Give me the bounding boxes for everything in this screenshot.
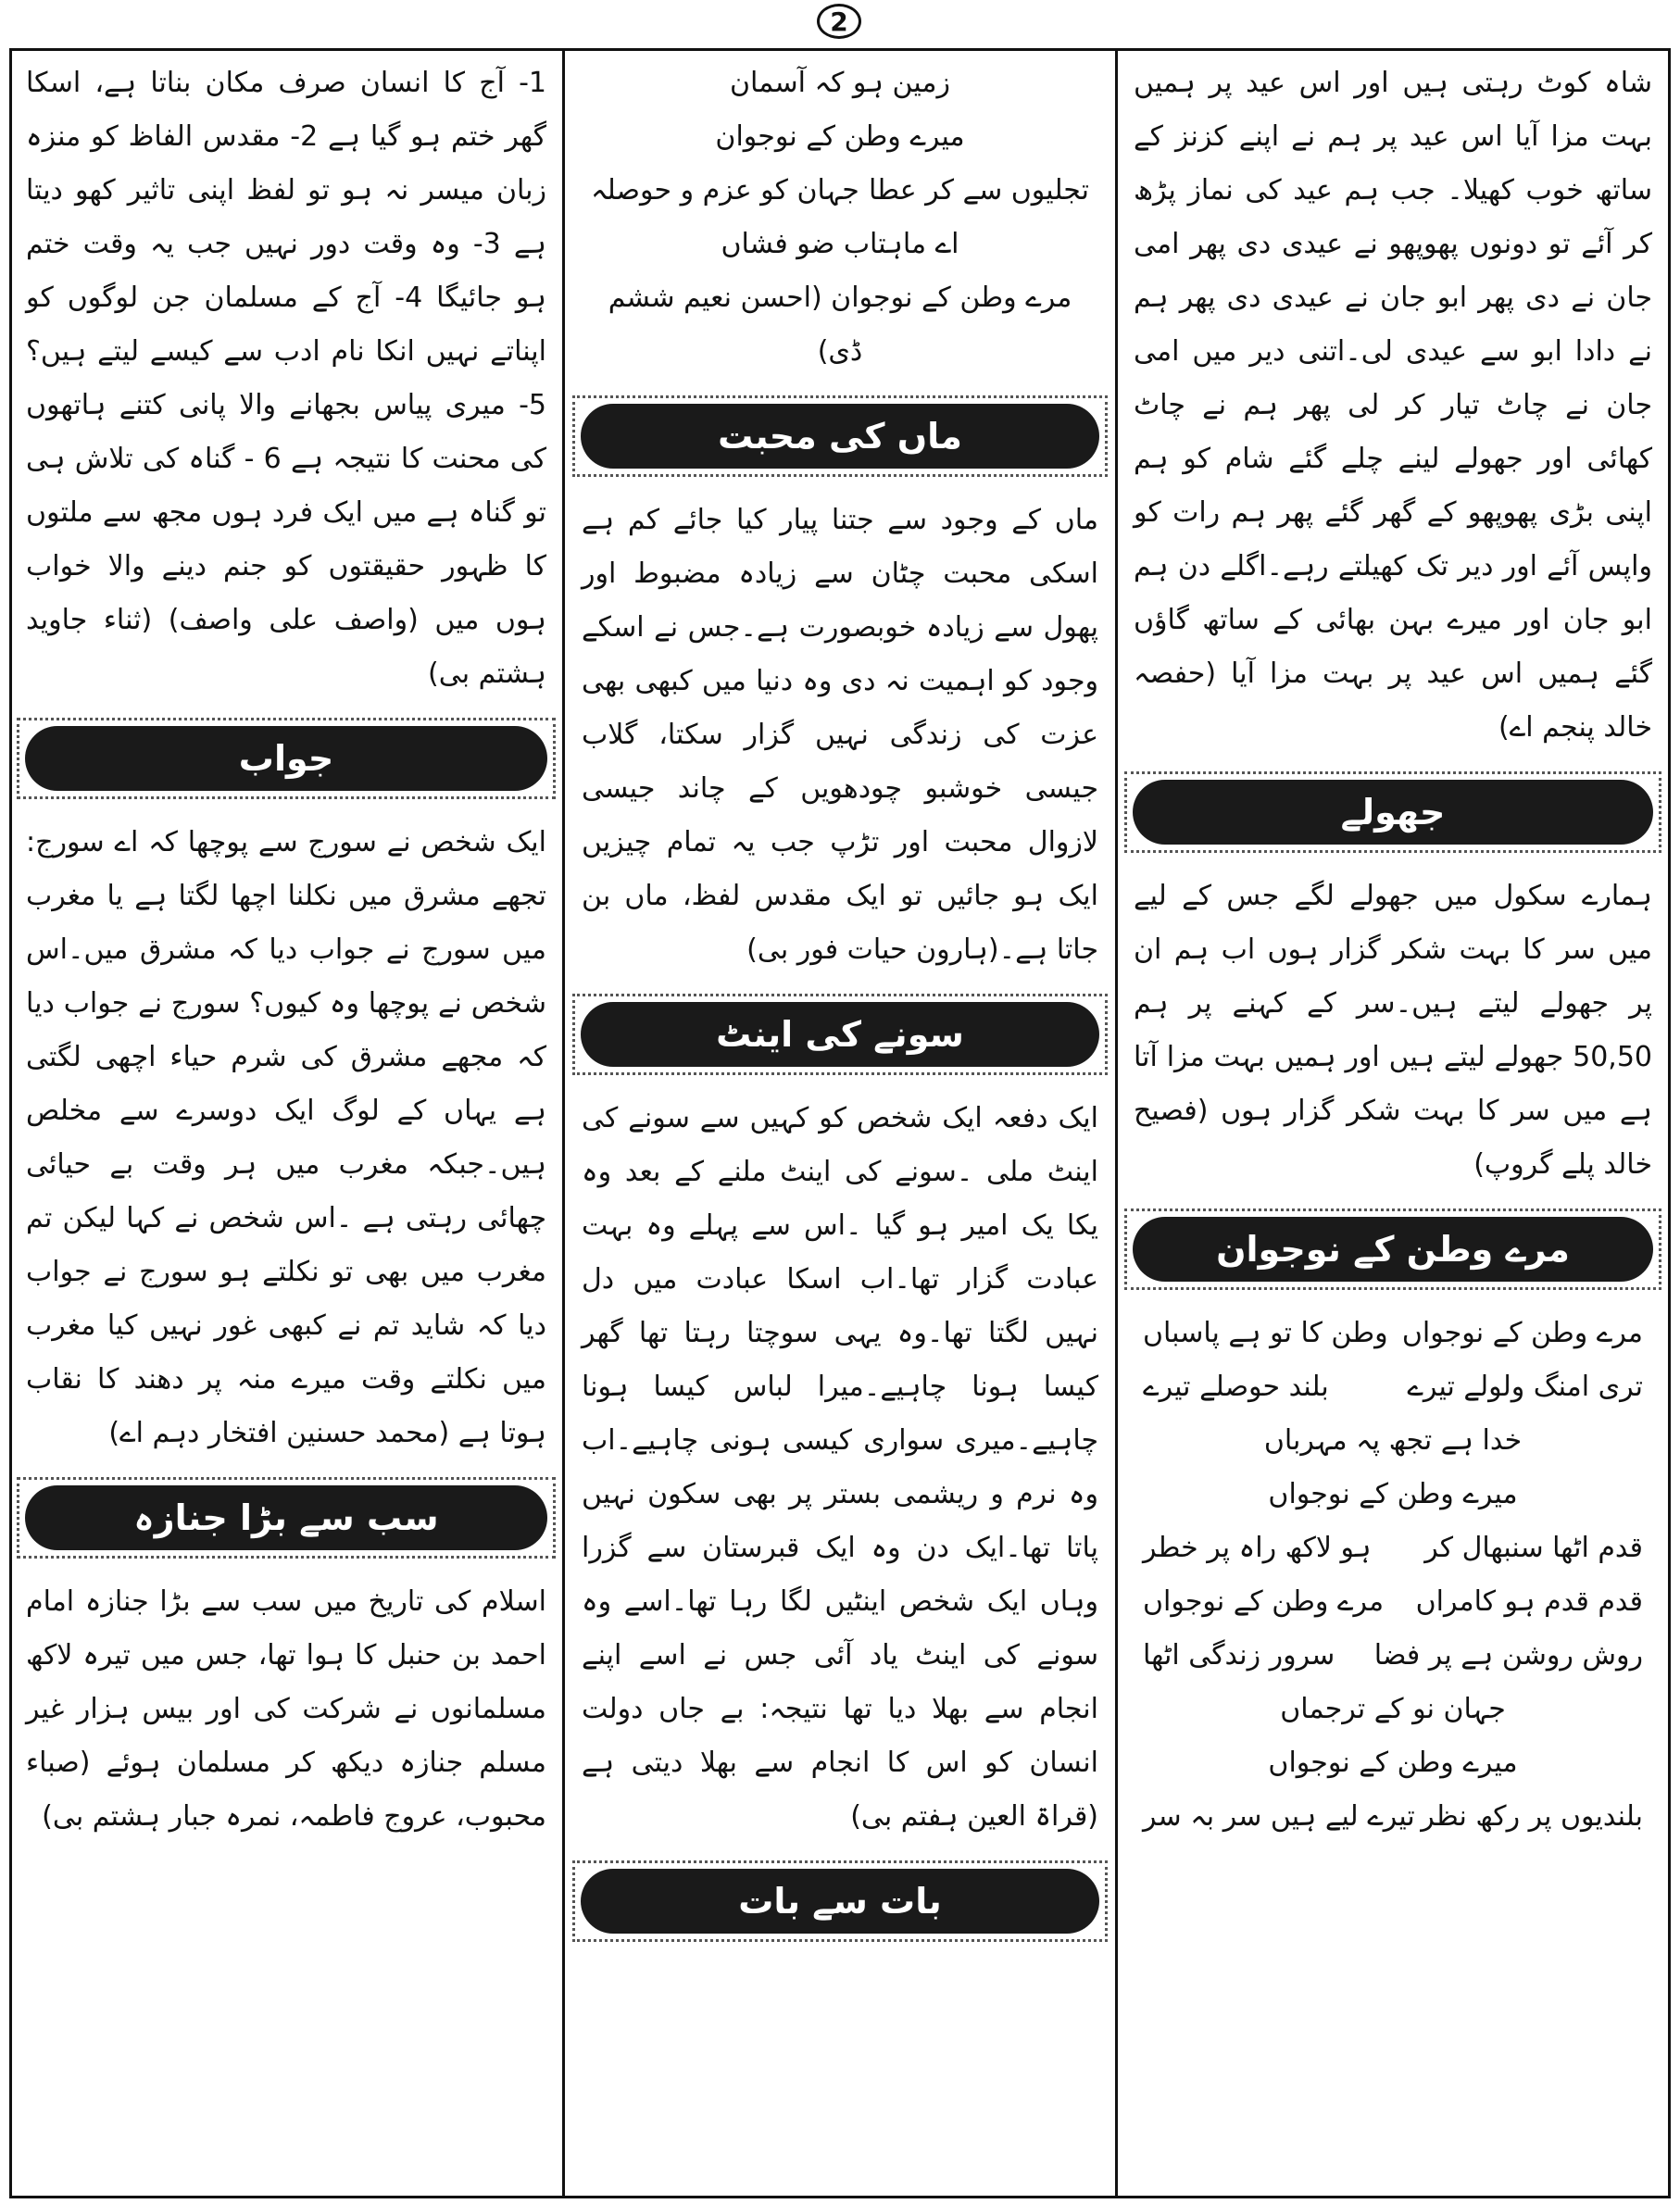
- poem-line: تجلیوں سے کر عطا جہان کو عزم و حوصلہ: [591, 174, 1089, 207]
- poem-line: خدا ہے تجھ پہ مہرباں: [1263, 1424, 1523, 1457]
- mothers-love-text: ماں کے وجود سے جتنا پیار کیا جائے کم ہے اسکی محبت چٹان سے زیادہ مضبوط اور پھول سے زیادہ خوبصورت ہے۔جس نے اسکے وجود کو اہمیت نہ دی وہ دنیا میں کبھی بھی عزت کی زندگی نہیں گزار سکتا، گلاب جیسی خوشبو چودھویں کے چاند جیسی لازوال محبت اور تڑپ جب یہ تمام چیزیں ایک ہو جائیں تو ایک مقدس لفظ، ماں بن جاتا ہے۔(ہارون حیات فور بی): [582, 504, 1098, 966]
- answer-text: ایک شخص نے سورج سے پوچھا کہ اے سورج: تجھے مشرق میں نکلنا اچھا لگتا ہے یا مغرب میں سورج نے جواب دیا کہ مشرق میں۔اس شخص نے پوچھا وہ کیوں؟ سورج نے جواب دیا کہ مجھے مشرق کی شرم حیاء اچھی لگتی ہے یہاں کے لوگ ایک دوسرے سے مخلص ہیں۔جبکہ مغرب میں ہر وقت بے حیائی چھائی رہتی ہے ۔اس شخص نے کہا لیکن تم مغرب میں بھی تو نکلتے ہو سورج نے جواب دیا کہ شاید تم نے کبھی غور نہیں کیا مغرب میں نکلتے وقت میرے منہ پر دھند کا نقاب ہوتا ہے (محمد حسنین افتخار دہم اے): [26, 826, 546, 1449]
- column-left: [11, 51, 561, 2196]
- section-heading-youth: مرے وطن کے نوجوان: [1133, 1217, 1653, 1282]
- poem-line: روش روشن ہے پر فضا سرور زندگی اٹھا: [1143, 1639, 1643, 1672]
- poem-line: بلندیوں پر رکھ نظر تیرے لیے ہیں سر بہ سر: [1143, 1800, 1643, 1833]
- heading-box: [1124, 771, 1661, 853]
- column-right: [1119, 51, 1667, 2196]
- poem-line: زمین ہو کہ آسمان: [730, 67, 950, 99]
- poem-line: قدم قدم ہو کامراں مرے وطن کے نوجواں: [1143, 1585, 1643, 1618]
- poem-line: تری امنگ ولولے تیرے بلند حوصلے تیرے: [1143, 1371, 1643, 1403]
- poem-line: جہان نو کے ترجماں: [1280, 1693, 1506, 1725]
- poem-line: میرے وطن کے نوجواں: [1268, 1478, 1518, 1510]
- heading-box: [572, 1860, 1108, 1942]
- sayings-text: 1- آج کا انسان صرف مکان بناتا ہے، اسکا گھر ختم ہو گیا ہے 2- مقدس الفاظ کو منزہ زبان میسر نہ ہو تو لفظ اپنی تاثیر کھو دیتا ہے 3- وہ وقت دور نہیں جب یہ وقت ختم ہو جائیگا 4- آج کے مسلمان جن لوگوں کو اپناتے نہیں انکا نام ادب سے کیسے لیتے ہیں؟ 5- میری پیاس بجھانے والا پانی کتنے ہاتھوں کی محنت کا نتیجہ ہے 6 - گناہ کی تلاش ہی تو گناہ ہے میں ایک فرد ہوں مجھ سے ملتوں کا ظہور حقیقتوں کو جنم دینے والا خواب ہوں میں (واصف علی واصف) (ثناء جاوید ہشتم بی): [26, 67, 546, 690]
- section-heading-largest-funeral: سب سے بڑا جنازہ: [25, 1485, 547, 1550]
- poem-line: قدم اٹھا سنبھال کر ہو لاکھ راہ پر خطر: [1143, 1532, 1643, 1564]
- poem-line: مرے وطن کے نوجواں وطن کا تو ہے پاسباں: [1143, 1317, 1643, 1349]
- column-middle: [567, 51, 1113, 2196]
- poem-line: میرے وطن کے نوجوان: [715, 120, 965, 153]
- heading-box: [17, 718, 556, 799]
- page-number: 2: [817, 4, 861, 39]
- section-heading-gold-brick: سونے کی اینٹ: [581, 1002, 1099, 1067]
- youth-poem: [1119, 1307, 1667, 1844]
- poem-line: اے ماہتاب ضو فشاں: [721, 228, 959, 260]
- column-divider: [1115, 51, 1118, 2196]
- middle-poem: [567, 51, 1113, 379]
- heading-box: [572, 994, 1108, 1075]
- gold-brick-text: ایک دفعہ ایک شخص کو کہیں سے سونے کی اینٹ ملی ۔سونے کی اینٹ ملنے کے بعد وہ یکا یک امیر ہو گیا ۔اس سے پہلے وہ بہت عبادت گزار تھا۔اب اسکا عبادت میں دل نہیں لگتا تھا۔وہ یہی سوچتا رہتا تھا گھر کیسا ہونا چاہیے۔میرا لباس کیسا ہونا چاہیے۔میری سواری کیسی ہونی چاہیے۔اب وہ نرم و ریشمی بستر پر بھی سکون نہیں پاتا تھا۔ایک دن وہ ایک قبرستان سے گزرا وہاں ایک شخص اینٹیں لگا رہا تھا۔اسے وہ سونے کی اینٹ یاد آئی جس نے اسے اپنے انجام سے بھلا دیا تھا نتیجہ: بے جاں دولت انسان کو اس کا انجام سے بھلا دیتی ہے (قراۃ العین ہفتم بی): [582, 1102, 1098, 1833]
- heading-box: [572, 395, 1108, 477]
- section-heading-answer: جواب: [25, 726, 547, 791]
- eid-story-text: شاہ کوٹ رہتی ہیں اور اس عید پر ہمیں بہت مزا آیا اس عید پر ہم نے اپنے کزنز کے ساتھ خوب کھیلا۔ جب ہم عید کی نماز پڑھ کر آئے تو دونوں پھوپھو نے عیدی دی پھر امی جان نے دی پھر ابو جان نے عیدی دی پھر ہم نے دادا ابو سے عیدی لی۔اتنی دیر میں امی جان نے چاٹ تیار کر لی پھر ہم نے چاٹ کھائی اور جھولے لینے چلے گئے شام کو ہم اپنی بڑی پھوپھو کے گھر گئے پھر ہم رات کو واپس آئے اور دیر تک کھیلتے رہے۔اگلے دن ہم ابو جان اور میرے بہن بھائی کے ساتھ گاؤں گئے ہمیں اس عید پر بہت مزا آیا (حفصہ خالد پنجم اے): [1134, 67, 1652, 744]
- column-divider: [562, 51, 565, 2196]
- poem-line: مرے وطن کے نوجوان (احسن نعیم ششم ڈی): [608, 282, 1072, 368]
- section-heading-mothers-love: ماں کی محبت: [581, 404, 1099, 469]
- largest-funeral-text: اسلام کی تاریخ میں سب سے بڑا جنازہ امام احمد بن حنبل کا ہوا تھا، جس میں تیرہ لاکھ مسلمانوں نے شرکت کی اور بیس ہزار غیر مسلم جنازہ دیکھ کر مسلمان ہوئے (صباء محبوب، عروج فاطمہ، نمرہ جبار ہشتم بی): [26, 1585, 546, 1833]
- swings-text: ہمارے سکول میں جھولے لگے جس کے لیے میں سر کا بہت شکر گزار ہوں اب ہم ان پر جھولے لیتے ہیں۔سر کے کہنے پر ہم 50,50 جھولے لیتے ہیں اور ہمیں بہت مزا آتا ہے میں سر کا بہت شکر گزار ہوں (فصیح خالد پلے گروپ): [1134, 880, 1652, 1181]
- section-heading-word-to-word: بات سے بات: [581, 1869, 1099, 1934]
- poem-line: میرے وطن کے نوجواں: [1268, 1747, 1518, 1779]
- section-heading-swings: جھولے: [1133, 780, 1653, 845]
- heading-box: [17, 1477, 556, 1559]
- heading-box: [1124, 1208, 1661, 1290]
